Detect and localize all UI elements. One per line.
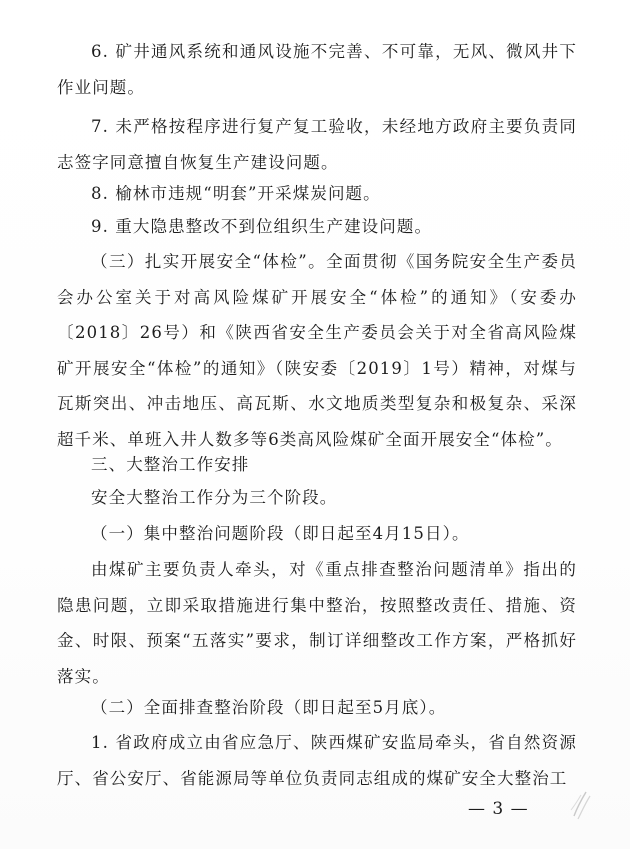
paragraph-three-stages: 安全大整治工作分为三个阶段。: [91, 488, 338, 507]
paragraph-stage-one-details: 由煤矿主要负责人牵头，对《重点排查整治问题清单》指出的隐患问题，立即采取措施进行集中整治，按照整改责任、措施、资金、时限、预案“五落实”要求，制订详细整改工作方案，严格抓好落实。: [57, 560, 577, 686]
paragraph-item-7: 7. 未严格按程序进行复产复工验收，未经地方政府主要负责同志签字同意擅自恢复生产建设问题。: [57, 117, 577, 172]
paragraph-item-6: 6. 矿井通风系统和通风设施不完善、不可靠，无风、微风井下作业问题。: [57, 42, 577, 97]
stage-two-heading: （二）全面排查整治阶段（即日起至5月底）。: [91, 698, 447, 717]
scan-smudge: [568, 786, 596, 822]
stage-one-heading: （一）集中整治问题阶段（即日起至4月15日）。: [91, 524, 470, 543]
section-heading-work-arrangement: 三、大整治工作安排: [91, 455, 250, 474]
paragraph-item-8: 8. 榆林市违规“明套”开采煤炭问题。: [91, 184, 381, 203]
paragraph-stage-two-item-1: 1. 省政府成立由省应急厅、陕西煤矿安监局牵头，省自然资源厅、省公安厅、省能源局等单位负责同志组成的煤矿安全大整治工: [57, 733, 577, 788]
paragraph-section-3-safety-checkup: （三）扎实开展安全“体检”。全面贯彻《国务院安全生产委员会办公室关于对高风险煤矿开展安全“体检”的通知》（安委办〔2018〕26号）和《陕西省安全生产委员会关于对全省高风险煤矿开展安全“体检”的通知》（陕安委〔2019〕1号）精神，对煤与瓦斯突出、冲击地压、高瓦斯、水文地质类型复杂和极复杂、采深超千米、单班入井人数多等6类高风险煤矿全面开展安全“体检”。: [57, 252, 577, 449]
paragraph-item-9: 9. 重大隐患整改不到位组织生产建设问题。: [91, 217, 433, 236]
page-number: — 3 —: [468, 799, 529, 819]
